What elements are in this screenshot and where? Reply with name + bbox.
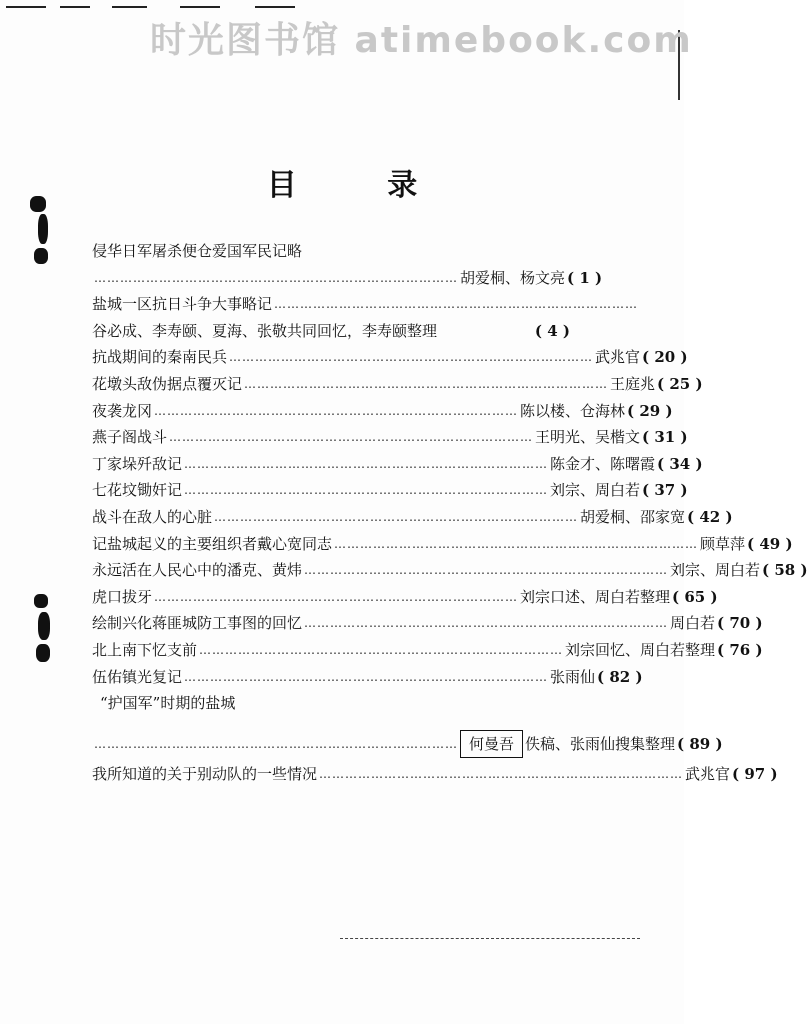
leader-dots: …………………………………………………………………………: [334, 536, 699, 551]
page-title: 目 录: [266, 168, 458, 203]
entry-page: ( 4 ): [534, 321, 570, 340]
toc-entry[interactable]: [92, 398, 673, 425]
leader-dots: …………………………………………………………………………: [94, 736, 458, 751]
entry-author: 张雨仙: [550, 667, 596, 686]
entry-title: 抗战期间的秦南民兵: [92, 348, 228, 367]
entry-title: 记盐城起义的主要组织者戴心宽同志: [92, 534, 333, 553]
leader-dots: …………………………………………………………………………: [214, 509, 579, 524]
toc-entry[interactable]: [92, 637, 763, 664]
entry-author: 王明光、吴楷文: [535, 428, 641, 447]
binding-mark: [34, 594, 48, 608]
entry-author: 顾草萍: [700, 534, 746, 553]
entry-page: ( 49 ): [747, 534, 793, 553]
entry-author: 刘宗回忆、周白若整理: [565, 640, 716, 659]
toc-entry[interactable]: [92, 344, 688, 371]
entry-title: 虎口拔牙: [92, 587, 153, 606]
entry-author: 周白若: [670, 614, 716, 633]
leader-dots: …………………………………………………………………………: [184, 483, 549, 498]
toc-entry[interactable]: [92, 451, 703, 478]
toc-entry[interactable]: [92, 238, 570, 265]
leader-dots: …………………………………………………………………………: [94, 270, 458, 285]
binding-mark: [38, 214, 48, 244]
toc-entry[interactable]: [92, 727, 723, 761]
table-of-contents: [92, 238, 808, 787]
top-edge-rule: [60, 6, 90, 8]
entry-title: 燕子阁战斗: [92, 428, 168, 447]
boxed-name: 何曼吾: [460, 730, 523, 758]
toc-entry[interactable]: [92, 477, 688, 504]
entry-page: ( 58 ): [762, 561, 808, 580]
toc-entry[interactable]: [92, 761, 778, 788]
top-edge-rule: [255, 6, 295, 8]
entry-author: 胡爱桐、邵家宽: [580, 507, 686, 526]
entry-author: 刘宗、周白若: [670, 561, 761, 580]
entry-page: ( 65 ): [672, 587, 718, 606]
entry-page: ( 20 ): [642, 348, 688, 367]
leader-dots: …………………………………………………………………………: [184, 456, 549, 471]
entry-title: 丁家垛歼敌记: [92, 454, 183, 473]
entry-title: 伍佑镇光复记: [92, 667, 183, 686]
leader-dots: …………………………………………………………………………: [304, 616, 669, 631]
entry-page: ( 70 ): [717, 614, 763, 633]
entry-author: 刘宗、周白若: [550, 481, 641, 500]
toc-entry[interactable]: [92, 265, 603, 292]
entry-title: 七花坟锄奸记: [92, 481, 183, 500]
leader-dots: …………………………………………………………………………: [184, 669, 549, 684]
entry-author: 刘宗口述、周白若整理: [520, 587, 671, 606]
binding-mark: [36, 644, 50, 662]
entry-author: 佚稿、张雨仙搜集整理: [525, 734, 676, 753]
entry-page: ( 25 ): [657, 374, 703, 393]
leader-dots: …………………………………………………………………………: [244, 376, 609, 391]
entry-page: ( 29 ): [627, 401, 673, 420]
entry-author: 武兆官: [595, 348, 641, 367]
entry-title: “护国军”时期的盐城: [100, 694, 236, 713]
toc-entry[interactable]: [92, 690, 570, 717]
entry-page: ( 76 ): [717, 640, 763, 659]
entry-title: 我所知道的关于别动队的一些情况: [92, 764, 318, 783]
entry-page: ( 97 ): [732, 764, 778, 783]
entry-page: ( 82 ): [597, 667, 643, 686]
entry-title: 永远活在人民心中的潘克、黄炜: [92, 561, 303, 580]
entry-title: 夜袭龙冈: [92, 401, 153, 420]
entry-page: ( 1 ): [567, 268, 603, 287]
leader-dots: …………………………………………………………………………: [199, 642, 564, 657]
entry-author: 胡爱桐、杨文亮: [460, 268, 566, 287]
toc-entry[interactable]: [92, 557, 808, 584]
entry-author: 陈以楼、仓海林: [520, 401, 626, 420]
toc-entry[interactable]: [92, 371, 703, 398]
toc-entry[interactable]: [92, 584, 718, 611]
toc-entry[interactable]: [92, 664, 643, 691]
toc-entry[interactable]: [92, 610, 763, 637]
entry-title: 战斗在敌人的心脏: [92, 507, 213, 526]
entry-title: 花墩头敌伪据点覆灭记: [92, 374, 243, 393]
entry-title: 侵华日军屠杀便仓爱国军民记略: [92, 242, 303, 260]
leader-dots: …………………………………………………………………………: [169, 430, 534, 445]
watermark: 时光图书馆 atimebook.com: [150, 20, 693, 61]
leader-dots: …………………………………………………………………………: [154, 403, 519, 418]
binding-mark: [34, 248, 48, 264]
spacer: [92, 717, 570, 727]
entry-page: ( 89 ): [677, 734, 723, 753]
toc-entry[interactable]: [92, 291, 639, 318]
toc-entry[interactable]: [92, 318, 570, 345]
entry-title: 谷必成、李寿颐、夏海、张敬共同回忆，李寿颐整理: [92, 321, 438, 340]
toc-entry[interactable]: [92, 531, 793, 558]
top-edge-rule: [112, 6, 147, 8]
top-edge-rule: [180, 6, 220, 8]
toc-entry[interactable]: [92, 424, 688, 451]
entry-title: 北上南下忆支前: [92, 640, 198, 659]
leader-dots: …………………………………………………………………………: [154, 589, 519, 604]
entry-page: ( 34 ): [657, 454, 703, 473]
leader-dots: …………………………………………………………………………: [304, 563, 669, 578]
entry-title: 盐城一区抗日斗争大事略记: [92, 295, 273, 314]
toc-entry[interactable]: [92, 504, 733, 531]
leader-dots: …………………………………………………………………………: [274, 297, 639, 312]
bottom-scan-rule: [340, 938, 640, 939]
entry-page: ( 31 ): [642, 428, 688, 447]
leader-dots: …………………………………………………………………………: [229, 350, 594, 365]
entry-page: ( 42 ): [687, 507, 733, 526]
entry-author: 陈金才、陈曙霞: [550, 454, 656, 473]
binding-mark: [38, 612, 50, 640]
entry-author: 王庭兆: [610, 374, 656, 393]
entry-page: ( 37 ): [642, 481, 688, 500]
entry-author: 武兆官: [685, 764, 731, 783]
entry-title: 绘制兴化蒋匪城防工事图的回忆: [92, 614, 303, 633]
leader-dots: …………………………………………………………………………: [319, 766, 684, 781]
top-edge-rule: [6, 6, 46, 8]
